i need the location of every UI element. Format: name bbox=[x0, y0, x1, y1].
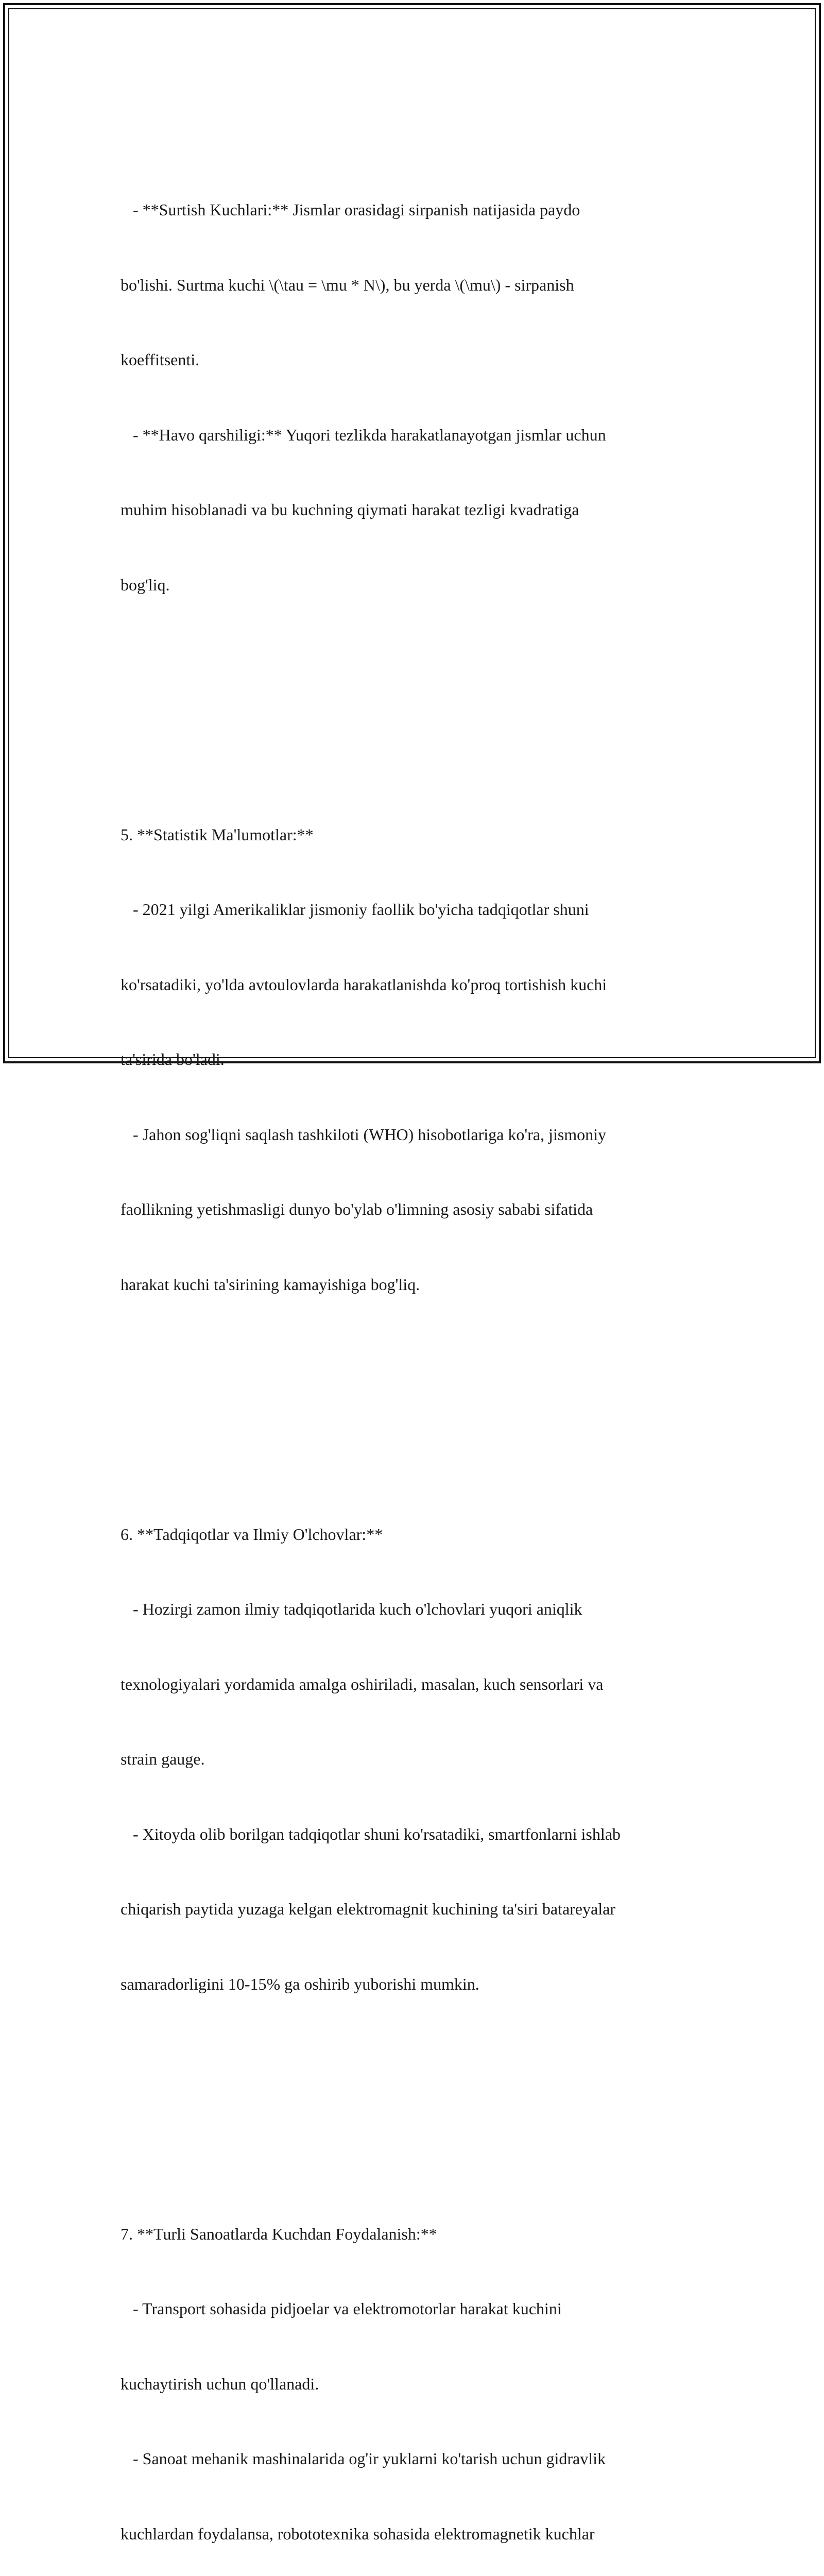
text-line: - **Havo qarshiligi:** Yuqori tezlikda harakatlanayotgan jismlar uchun bbox=[121, 422, 708, 448]
text-line: - Xitoyda olib borilgan tadqiqotlar shuni ko'rsatadiki, smartfonlarni ishlab bbox=[121, 1822, 708, 1847]
text-line: - Jahon sog'liqni saqlash tashkiloti (WHO) hisobotlariga ko'ra, jismoniy bbox=[121, 1122, 708, 1147]
text-line: chiqarish paytida yuzaga kelgan elektromagnit kuchining ta'siri batareyalar bbox=[121, 1896, 708, 1922]
text-line: samaradorligini 10-15% ga oshirib yuborishi mumkin. bbox=[121, 1972, 708, 1997]
document-body bbox=[121, 97, 708, 2576]
text-line: bo'lishi. Surtma kuchi \(\tau = \mu * N\), bu yerda \(\mu\) - sirpanish bbox=[121, 273, 708, 298]
text-line: muhim hisoblanadi va bu kuchning qiymati harakat tezligi kvadratiga bbox=[121, 497, 708, 522]
section-6-research bbox=[121, 1472, 708, 2047]
text-line: kuchaytirish uchun qo'llanadi. bbox=[121, 2371, 708, 2397]
text-line: bog'liq. bbox=[121, 572, 708, 598]
text-line: kuchlardan foydalansa, robototexnika sohasida elektromagnetik kuchlar bbox=[121, 2521, 708, 2547]
text-line: koeffitsenti. bbox=[121, 347, 708, 372]
paragraph-spacer bbox=[121, 2096, 708, 2122]
text-line: texnologiyalari yordamida amalga oshiriladi, masalan, kuch sensorlari va bbox=[121, 1672, 708, 1697]
text-line: harakat kuchi ta'sirining kamayishiga bog'liq. bbox=[121, 1272, 708, 1297]
text-line: - 2021 yilgi Amerikaliklar jismoniy faollik bo'yicha tadqiqotlar shuni bbox=[121, 897, 708, 922]
paragraph-spacer bbox=[121, 697, 708, 722]
section-5-statistics bbox=[121, 772, 708, 1347]
section-heading: 6. **Tadqiqotlar va Ilmiy O'lchovlar:** bbox=[121, 1522, 708, 1547]
text-line: - Transport sohasida pidjoelar va elektromotorlar harakat kuchini bbox=[121, 2296, 708, 2321]
text-line: - Hozirgi zamon ilmiy tadqiqotlarida kuch o'lchovlari yuqori aniqlik bbox=[121, 1597, 708, 1622]
text-line: ta'sirida bo'ladi. bbox=[121, 1047, 708, 1072]
text-line: - **Surtish Kuchlari:** Jismlar orasidagi sirpanish natijasida paydo bbox=[121, 197, 708, 223]
paragraph-spacer bbox=[121, 1397, 708, 1422]
paragraph-friction-and-air-resistance bbox=[121, 147, 708, 647]
text-line: - Sanoat mehanik mashinalarida og'ir yuklarni ko'tarish uchun gidravlik bbox=[121, 2446, 708, 2471]
text-line: strain gauge. bbox=[121, 1747, 708, 1772]
text-line: faollikning yetishmasligi dunyo bo'ylab o'limning asosiy sababi sifatida bbox=[121, 1197, 708, 1222]
section-heading: 5. **Statistik Ma'lumotlar:** bbox=[121, 822, 708, 848]
section-7-industry-usage bbox=[121, 2172, 708, 2576]
text-line: ko'rsatadiki, yo'lda avtoulovlarda harakatlanishda ko'proq tortishish kuchi bbox=[121, 972, 708, 997]
section-heading: 7. **Turli Sanoatlarda Kuchdan Foydalanish:** bbox=[121, 2222, 708, 2247]
